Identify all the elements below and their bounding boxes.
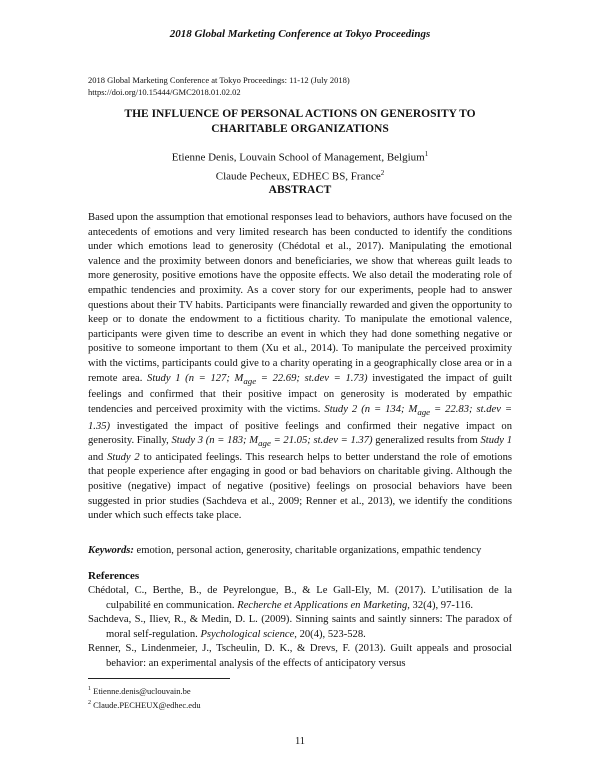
abstract-text-5: to anticipated feelings. This research helps to better understand the role of emotions that people experience after engaging in good or bad behaviors on charitable giving. Although the positive (negative) impact of negative (positive) feelings on prosocial behaviors have been suggested in prior studies (Sachdeva et al., 2009; Renner et al., 2013), we identify the conditions under which such effects take place.: [88, 451, 513, 522]
abstract-text-1: Based upon the assumption that emotional responses lead to behaviors, authors have focused on the antecedents of emotions and very limited research has been conducted to identify the conditions under which emotions lead to generosity (Chédotal et al., 2017). Manipulating the emotional valence and the proximity between donors and beneficiaries, we show that whereas guilt leads to more generosity, positive emotions have the opposite effects. We also detail the moderating role of empathic tendencies and proximity. As a cover story for our experiments, people had to answer questions about their TV habits. Participants were financially rewarded and given the opportunity to keep or to donate the endowment to a fictitious charity. To manipulate the emotional valence, participants were given time to describe an event in which they had done something negative or positive to someone important to them (Xu et al., 2014). To manipulate the perceived proximity with the victims, participants could give to a charity operating in a geographically close area or in a remote area.: [88, 212, 512, 384]
footnote-1: $^1$ Etienne.denis@uclouvain.be: [88, 685, 191, 696]
keywords-label: Keywords:: [88, 545, 134, 556]
study-1-label: Study 1: [147, 372, 181, 384]
abstract-text-4: generalized results from: [375, 435, 478, 447]
reference-item: Chédotal, C., Berthe, B., de Peyrelongue, B., & Le Gall-Ely, M. (2017). L’utilisation de la culpabilité en communication. Recherche et Applications en Marketing, 32(4), 97-116.: [88, 585, 512, 611]
title-line-1: THE INFLUENCE OF PERSONAL ACTIONS ON GENEROSITY TO: [124, 108, 476, 120]
paper-title: [88, 107, 512, 137]
citation-line: 2018 Global Marketing Conference at Tokyo Proceedings: 11-12 (July 2018): [88, 75, 350, 85]
keywords-line: [88, 545, 528, 556]
study-1-ref: Study 1: [480, 435, 513, 447]
study-1-stats: (n = 127; $M_{age} = 22.69$; st.dev = 1.73): [185, 372, 368, 386]
abstract-text-3: investigated the impact of positive feelings and confirmed their negative impact on generosity. Finally,: [88, 420, 512, 447]
title-line-2: CHARITABLE ORGANIZATIONS: [211, 123, 389, 135]
author-2-footnote-mark: 2: [380, 168, 385, 177]
abstract-body: [88, 211, 512, 524]
study-2-ref: Study 2: [107, 451, 140, 463]
author-1-name: Etienne Denis, Louvain School of Management, Belgium: [171, 151, 425, 164]
reference-item: Renner, S., Lindenmeier, J., Tscheulin, D. K., & Drevs, F. (2013). Guilt appeals and prosocial behavior: an experimental analysis of the effects of anticipatory versus: [88, 643, 512, 669]
abstract-heading: ABSTRACT: [268, 184, 332, 196]
study-2-label: Study 2: [324, 403, 358, 415]
footnote-divider: [88, 678, 230, 679]
author-2-name: Claude Pecheux, EDHEC BS, France: [215, 170, 381, 183]
study-2-stats: (n = 134; $M_{age} = 22.83$; st.dev = 1.35): [88, 403, 513, 432]
author-1-footnote-mark: 1: [424, 150, 429, 158]
abstract-text-2: investigated the impact of guilt feelings and confirmed that their positive impact on generosity is moderated by empathic tendencies and perceived proximity with the victims.: [88, 372, 513, 415]
footnote-2: $^2$ Claude.PECHEUX@edhec.edu: [88, 699, 201, 710]
study-3-label: Study 3: [171, 435, 204, 447]
reference-item: Sachdeva, S., Iliev, R., & Medin, D. L. (2009). Sinning saints and saintly sinners: The paradox of moral self-regulation. Psychological science, 20(4), 523-528.: [88, 614, 512, 640]
footnote-2-email: Claude.PECHEUX@edhec.edu: [91, 699, 201, 710]
reference-list: [88, 584, 512, 671]
keywords-text: emotion, personal action, generosity, charitable organizations, empathic tendency: [133, 545, 482, 556]
page-number: 11: [294, 736, 306, 747]
study-3-stats: (n = 183; $M_{age} = 21.05$; st.dev = 1.37): [205, 435, 373, 449]
references-heading: References: [88, 570, 140, 582]
author-2: [88, 166, 512, 185]
footnote-1-email: Etienne.denis@uclouvain.be: [91, 685, 191, 696]
footnotes: [88, 683, 388, 711]
abstract-and: and: [88, 451, 104, 463]
running-head: 2018 Global Marketing Conference at Tokyo Proceedings: [169, 28, 431, 40]
author-1: [88, 147, 512, 166]
citation-block: [88, 74, 518, 98]
doi-line: https://doi.org/10.15444/GMC2018.01.02.02: [88, 87, 241, 97]
author-list: [88, 147, 512, 184]
